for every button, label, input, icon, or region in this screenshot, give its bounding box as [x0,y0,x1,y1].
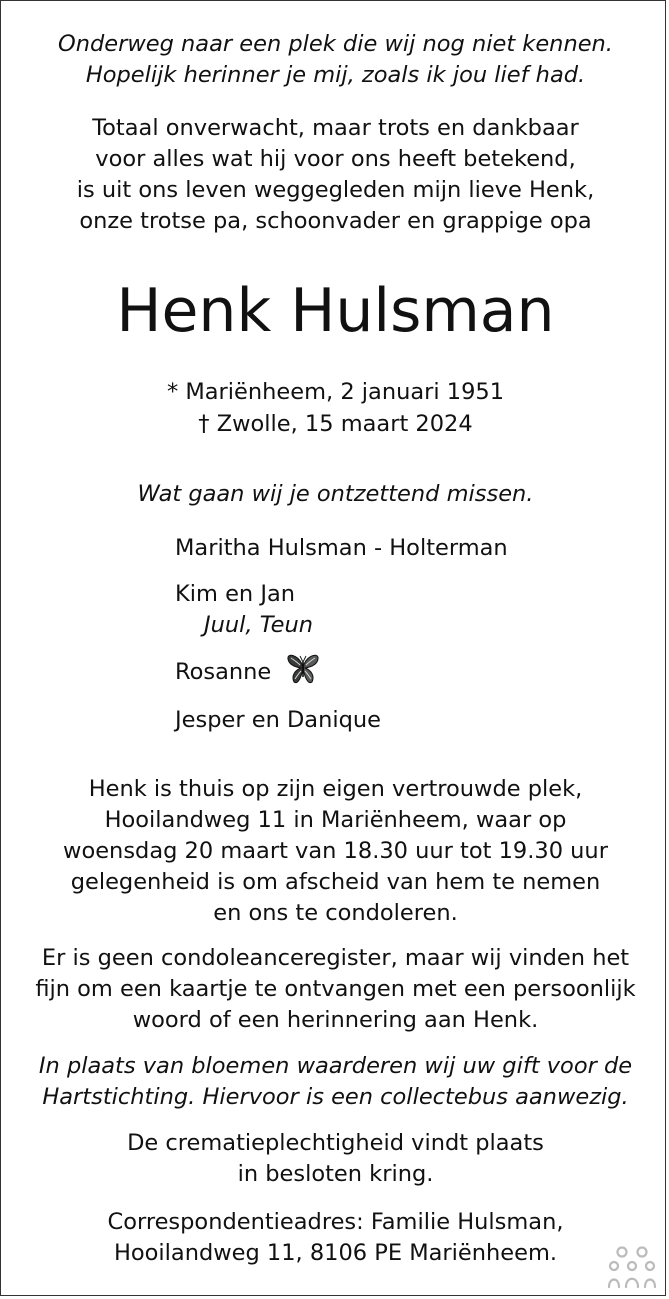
flowers-line-1: In plaats van bloemen waarderen wij uw gift voor de [38,1053,633,1079]
visitation-line-5: en ons te condoleren. [213,900,458,926]
poem-line-2: Hopelijk herinner je mij, zoals ik jou lief had. [85,62,586,88]
family-grandchildren-1: Juul, Teun [204,612,314,638]
correspondence-line-2: Hooilandweg 11, 8106 PE Mariënheem. [113,1240,558,1266]
intro-line-1: Totaal onverwacht, maar trots en dankbaar [92,115,579,141]
register-line-2: fijn om een kaartje te ontvangen met een persoonlijk [35,976,636,1002]
visitation-line-4: gelegenheid is om afscheid van hem te nemen [70,869,601,895]
family-spouse: Maritha Hulsman - Holterman [175,535,508,561]
family-child-1: Kim en Jan [175,581,296,607]
people-group-icon [607,1245,657,1289]
butterfly-icon [285,652,321,686]
deceased-name: Henk Hulsman [116,276,555,346]
intro-line-4: onze trotse pa, schoonvader en grappige opa [79,208,592,234]
visitation-line-1: Henk is thuis op zijn eigen vertrouwde plek, [88,776,583,802]
flowers-line-2: Hartstichting. Hiervoor is een collectebus aanwezig. [42,1084,629,1110]
cremation-line-1: De crematieplechtigheid vindt plaats [127,1130,544,1156]
cremation-line-2: in besloten kring. [237,1161,434,1187]
correspondence-line-1: Correspondentieadres: Familie Hulsman, [107,1209,564,1235]
intro-line-2: voor alles wat hij voor ons heeft betekend, [95,146,576,172]
poem-line-1: Onderweg naar een plek die wij nog niet kennen. [58,31,613,57]
death-date: † Zwolle, 15 maart 2024 [198,411,473,437]
visitation-line-3: woensdag 20 maart van 18.30 uur tot 19.30 uur [63,838,608,864]
family-child-3: Jesper en Danique [175,707,381,733]
register-line-3: woord of een herinnering aan Henk. [132,1007,539,1033]
visitation-line-2: Hooilandweg 11 in Mariënheem, waar op [104,807,567,833]
register-line-1: Er is geen condoleanceregister, maar wij vinden het [41,945,630,971]
intro-line-3: is uit ons leven weggegleden mijn lieve Henk, [76,177,595,203]
family-child-2: Rosanne [175,659,272,685]
birth-date: * Mariënheem, 2 januari 1951 [166,379,505,405]
missing-line: Wat gaan wij je ontzettend missen. [137,481,534,507]
